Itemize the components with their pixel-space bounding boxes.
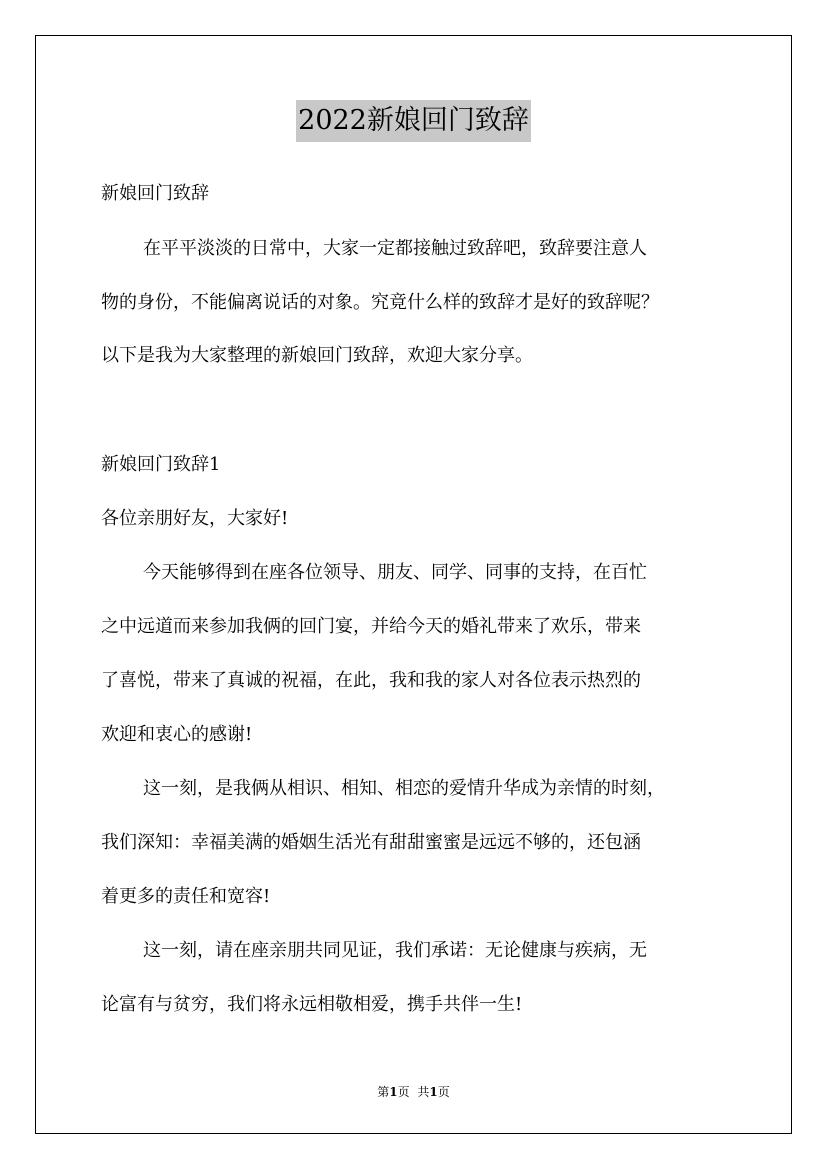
- paragraph-line: 在平平淡淡的日常中，大家一定都接触过致辞吧，致辞要注意人: [143, 238, 647, 259]
- section-heading: 新娘回门致辞: [101, 183, 209, 204]
- paragraph-line: 我们深知：幸福美满的婚姻生活光有甜甜蜜蜜是远远不够的，还包涵: [101, 832, 641, 853]
- paragraph-line: 这一刻，请在座亲朋共同见证，我们承诺：无论健康与疾病，无: [143, 940, 647, 961]
- page-number: 1: [389, 1085, 398, 1099]
- total-suffix: 页: [437, 1085, 450, 1099]
- paragraph-line: 论富有与贫穷，我们将永远相敬相爱，携手共伴一生!: [101, 994, 523, 1015]
- document-title: 2022新娘回门致辞: [296, 100, 531, 142]
- total-prefix: 共: [417, 1085, 430, 1099]
- paragraph-line: 欢迎和衷心的感谢!: [101, 724, 253, 745]
- page-prefix: 第: [377, 1085, 390, 1099]
- page-suffix: 页: [397, 1085, 410, 1099]
- paragraph-line: 今天能够得到在座各位领导、朋友、同学、同事的支持，在百忙: [143, 562, 647, 583]
- paragraph-line: 这一刻，是我俩从相识、相知、相恋的爱情升华成为亲情的时刻，: [143, 778, 665, 799]
- greeting-line: 各位亲朋好友，大家好!: [101, 508, 289, 529]
- paragraph-line: 之中远道而来参加我俩的回门宴，并给今天的婚礼带来了欢乐，带来: [101, 616, 641, 637]
- paragraph-line: 了喜悦，带来了真诚的祝福，在此，我和我的家人对各位表示热烈的: [101, 670, 641, 691]
- title-container: [0, 100, 827, 142]
- paragraph-line: 以下是我为大家整理的新娘回门致辞，欢迎大家分享。: [101, 345, 533, 366]
- paragraph-line: 着更多的责任和宽容!: [101, 886, 271, 907]
- subsection-heading: 新娘回门致辞1: [101, 454, 221, 475]
- total-number: 1: [429, 1085, 438, 1099]
- paragraph-line: 物的身份，不能偏离说话的对象。究竟什么样的致辞才是好的致辞呢？: [101, 292, 659, 313]
- page-footer: [0, 1083, 827, 1101]
